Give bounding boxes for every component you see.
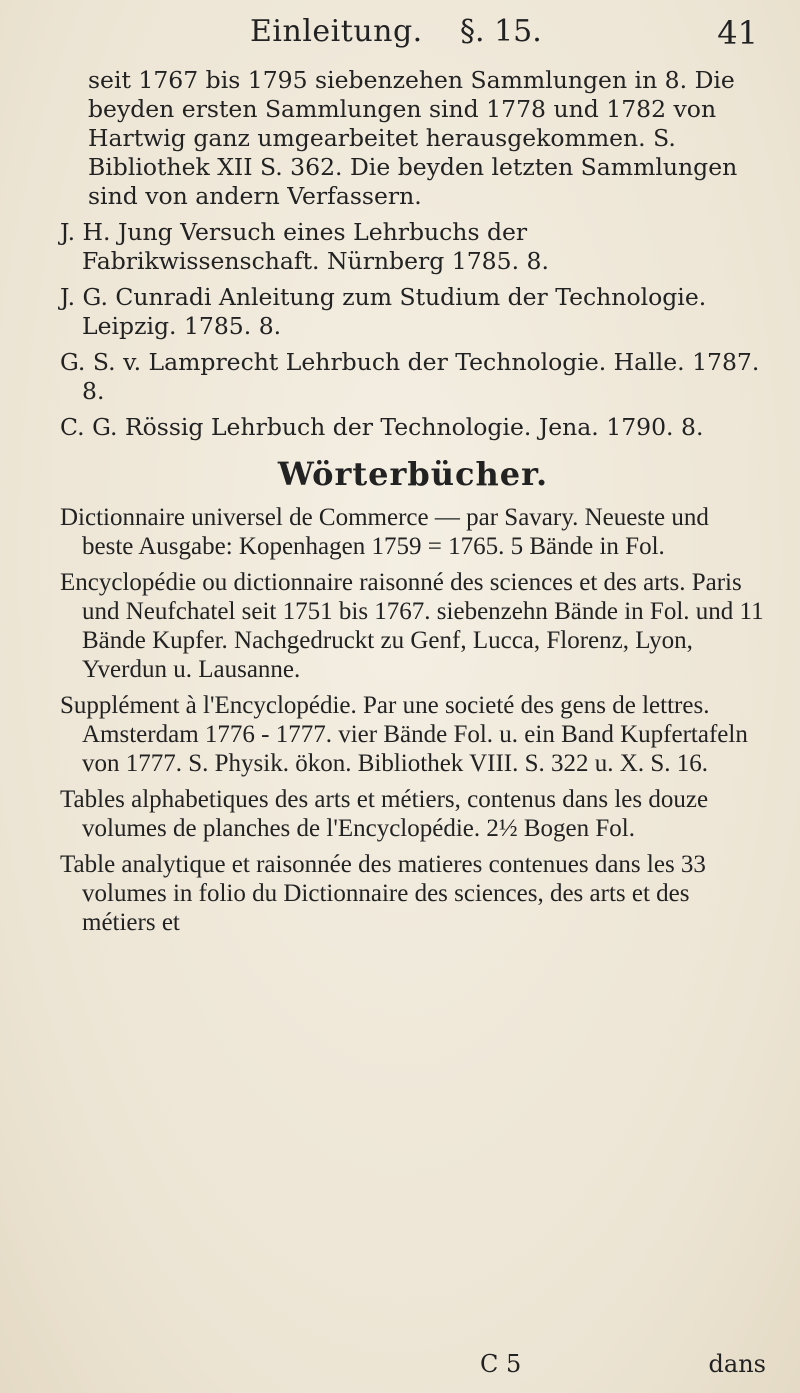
section-heading: Wörterbücher.: [277, 455, 549, 493]
paragraph-continued: seit 1767 bis 1795 siebenzehen Sammlungen in 8. Die beyden ersten Sammlungen sind 1778 und 1782 von Hartwig ganz umgearbeitet herausgekommen. S. Bibliothek XII S. 362. Die beyden letzten Sammlungen sind von andern Verfassern.: [88, 66, 738, 210]
section-number: §. 15.: [460, 14, 542, 49]
signature-mark: C 5: [480, 1350, 522, 1378]
bibliography-entry-lamprecht: G. S. v. Lamprecht Lehrbuch der Technologie. Halle. 1787. 8.: [60, 348, 760, 405]
bibliography-entry-cunradi: J. G. Cunradi Anleitung zum Studium der Technologie. Leipzig. 1785. 8.: [60, 283, 707, 340]
bibliography-entry-roessig: C. G. Rössig Lehrbuch der Technologie. Jena. 1790. 8.: [60, 413, 704, 441]
dictionary-entry-table-analytique: Table analytique et raisonnée des matieres contenues dans les 33 volumes in folio du Dictionnaire des sciences, des arts et des métiers et: [60, 851, 706, 936]
bibliography-entry-jung: J. H. Jung Versuch eines Lehrbuchs der Fabrikwissenschaft. Nürnberg 1785. 8.: [60, 218, 549, 275]
dictionary-entry-tables-alphabetiques: Tables alphabetiques des arts et métiers, contenus dans les douze volumes de planches de l'Encyclopédie. 2½ Bogen Fol.: [60, 786, 709, 842]
page-footer: [60, 1350, 766, 1386]
dictionary-entry-supplement: Supplément à l'Encyclopédie. Par une societé des gens de lettres. Amsterdam 1776 - 1777. vier Bände Fol. u. ein Band Kupfertafeln von 1777. S. Physik. ökon. Bibliothek VIII. S. 322 u. X. S. 16.: [60, 692, 748, 777]
dictionary-entry-encyclopedie: Encyclopédie ou dictionnaire raisonné des sciences et des arts. Paris und Neufchatel seit 1751 bis 1767. siebenzehn Bände in Fol. und 11 Bände Kupfer. Nachgedruckt zu Genf, Lucca, Florenz, Lyon, Yverdun u. Lausanne.: [60, 569, 764, 683]
page-number: 41: [717, 14, 758, 52]
dictionary-entry-savary: Dictionnaire universel de Commerce — par Savary. Neueste und beste Ausgabe: Kopenhagen 1759 = 1765. 5 Bände in Fol.: [60, 504, 709, 560]
running-title: Einleitung.: [250, 14, 423, 49]
page-body: [60, 66, 766, 944]
catchword: dans: [708, 1350, 766, 1378]
running-header: [60, 8, 760, 68]
